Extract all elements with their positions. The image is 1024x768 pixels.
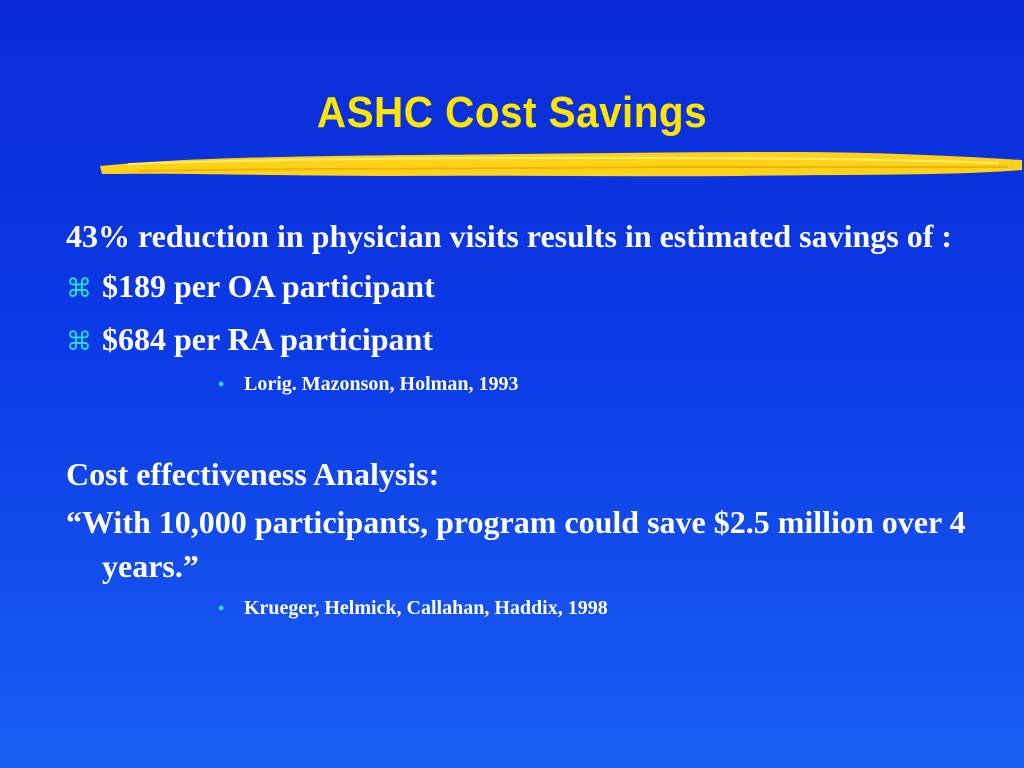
- section-heading: Cost effectiveness Analysis:: [66, 456, 440, 492]
- spacer: [66, 398, 966, 452]
- citation-text: Krueger, Helmick, Callahan, Haddix, 1998: [244, 597, 608, 619]
- citation: [218, 370, 966, 398]
- bullet-text: $189 per OA participant: [102, 268, 435, 304]
- bullet-item: [66, 264, 966, 311]
- quote-text: “With 10,000 participants, program could save $2.5 million over 4 years.”: [66, 504, 966, 584]
- slide-title: ASHC Cost Savings: [316, 88, 708, 137]
- title-underline-brushstroke: [98, 146, 1024, 188]
- command-icon: ⌘: [66, 327, 92, 357]
- lead-text: 43% reduction in physician visits results in estimated savings of :: [66, 218, 953, 254]
- slide-body: [66, 214, 966, 622]
- bullet-dot-icon: •: [218, 598, 225, 618]
- citation: [218, 594, 966, 622]
- bullet-item: [66, 317, 966, 364]
- bullet-dot-icon: •: [218, 374, 225, 394]
- bullet-text: $684 per RA participant: [102, 321, 433, 357]
- citation-text: Lorig. Mazonson, Holman, 1993: [244, 373, 519, 395]
- command-icon: ⌘: [66, 274, 92, 304]
